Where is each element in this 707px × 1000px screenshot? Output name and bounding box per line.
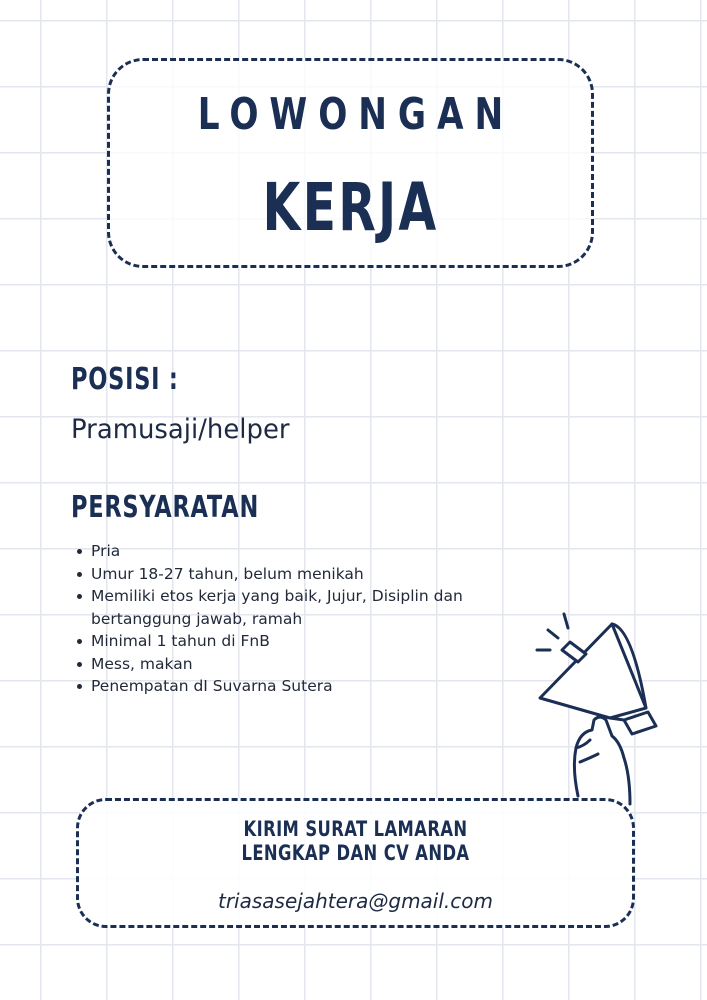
megaphone-hand-icon <box>528 608 688 808</box>
title-lowongan: LOWONGAN <box>197 89 515 140</box>
title-box <box>107 58 594 268</box>
contact-instruction-line1: KIRIM SURAT LAMARAN <box>243 817 468 841</box>
position-label: POSISI : <box>71 362 179 397</box>
contact-email[interactable]: triasasejahtera@gmail.com <box>217 889 493 913</box>
requirement-item: Mess, makan <box>74 653 514 676</box>
requirement-item: Pria <box>74 540 514 563</box>
requirements-label: PERSYARATAN <box>71 490 260 525</box>
requirement-item: Penempatan dI Suvarna Sutera <box>74 675 514 698</box>
requirements-list <box>74 540 514 698</box>
contact-instruction-line2: LENGKAP DAN CV ANDA <box>241 841 470 865</box>
requirement-item: Memiliki etos kerja yang baik, Jujur, Disiplin dan bertanggung jawab, ramah <box>74 585 514 630</box>
requirement-item: Minimal 1 tahun di FnB <box>74 630 514 653</box>
position-value: Pramusaji/helper <box>71 414 290 445</box>
title-kerja: KERJA <box>262 169 439 246</box>
contact-box <box>76 798 635 928</box>
requirement-item: Umur 18-27 tahun, belum menikah <box>74 563 514 586</box>
